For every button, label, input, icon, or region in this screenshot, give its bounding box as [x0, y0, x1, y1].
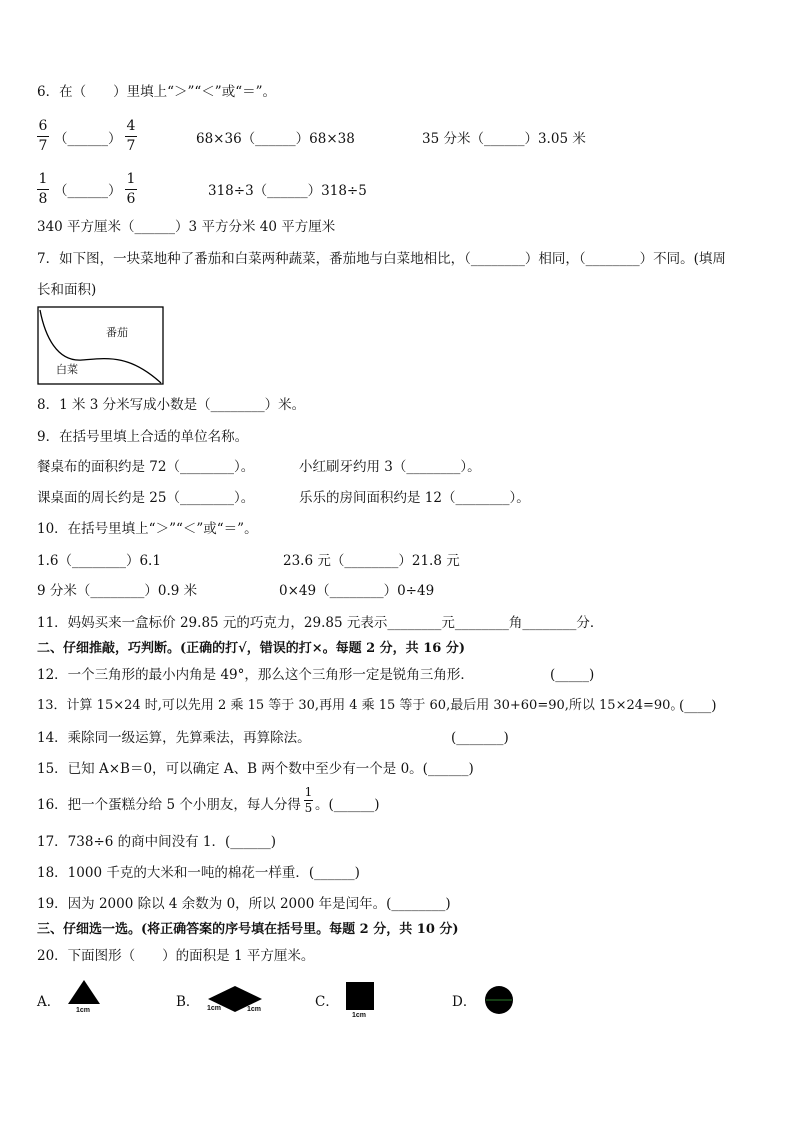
- fraction-bar: [37, 189, 49, 190]
- q20-title: 20．下面图形（ ）的面积是 1 平方厘米。: [37, 948, 315, 964]
- q9-item-a: 餐桌布的面积约是 72（________）。: [37, 459, 255, 475]
- fraction-numerator: 4: [126, 118, 136, 134]
- q7-line-1: 7．如下图，一块菜地种了番茄和白菜两种蔬菜，番茄地与白菜地相比，（________）相同，（________）不同。(填周: [37, 251, 726, 267]
- fraction-bar: [125, 189, 137, 190]
- fraction-numerator: 1: [304, 785, 313, 799]
- q13-text: 13．计算 15×24 时,可以先用 2 乘 15 等于 30,再用 4 乘 15 等于 60,最后用 30+60=90,所以 15×24=90。: [37, 698, 684, 713]
- q6-blank-1[interactable]: （______）: [54, 131, 122, 147]
- option-d-label[interactable]: D．: [452, 994, 477, 1010]
- circle-shape[interactable]: [484, 985, 514, 1015]
- fraction-denominator: 8: [38, 191, 48, 207]
- section-3-heading: 三、仔细选一选。(将正确答案的序号填在括号里。每题 2 分，共 10 分): [37, 922, 459, 937]
- fraction-4-7: [125, 118, 137, 155]
- fraction-1-8: [37, 171, 49, 208]
- option-c-unit-label: 1cm: [352, 1012, 367, 1019]
- q16-text-pre: 16．把一个蛋糕分给 5 个小朋友，每人分得: [37, 797, 301, 813]
- q19-text: 19．因为 2000 除以 4 余数为 0，所以 2000 年是闰年。(________): [37, 896, 451, 912]
- q15-text: 15．已知 A×B＝0，可以确定 A、B 两个数中至少有一个是 0。(______): [37, 761, 474, 777]
- q10-title: 10．在括号里填上“＞”“＜”或“＝”。: [37, 521, 258, 537]
- q8-text: 8．1 米 3 分米写成小数是（________）米。: [37, 397, 306, 413]
- q10-item-b: 23.6 元（________）21.8 元: [283, 553, 460, 569]
- fraction-numerator: 6: [38, 118, 48, 134]
- q10-item-c: 9 分米（________）0.9 米: [37, 583, 198, 599]
- q14-answer-blank[interactable]: (_______): [451, 730, 509, 746]
- q6-expr-5: 318÷3（______）318÷5: [208, 183, 367, 199]
- q10-item-a: 1.6（________）6.1: [37, 553, 161, 569]
- option-a-unit-label: 1cm: [76, 1007, 91, 1014]
- q14-text: 14．乘除同一级运算，先算乘法，再算除法。: [37, 730, 311, 746]
- option-a-label[interactable]: A．: [37, 994, 61, 1010]
- q13-answer-blank[interactable]: (____): [679, 698, 717, 714]
- label-cabbage: 白菜: [56, 363, 78, 376]
- fraction-denominator: 6: [126, 191, 136, 207]
- q6-expr-2: 68×36（______）68×38: [196, 131, 355, 147]
- triangle-shape[interactable]: [68, 980, 100, 1004]
- fraction-denominator: 7: [126, 138, 136, 154]
- fraction-1-5: [304, 786, 313, 815]
- fraction-numerator: 1: [38, 171, 48, 187]
- fraction-6-7: [37, 118, 49, 155]
- option-c-label[interactable]: C．: [315, 994, 339, 1010]
- q16-text-post: 。(______): [315, 797, 380, 813]
- q9-title: 9．在括号里填上合适的单位名称。: [37, 429, 249, 445]
- q6-title: 6．在（ ）里填上“＞”“＜”或“＝”。: [37, 84, 276, 100]
- q12-text: 12．一个三角形的最小内角是 49°，那么这个三角形一定是锐角三角形．: [37, 667, 474, 683]
- fraction-denominator: 5: [304, 801, 313, 815]
- fraction-denominator: 7: [38, 138, 48, 154]
- q9-item-d: 乐乐的房间面积约是 12（________）。: [299, 490, 530, 506]
- q18-text: 18．1000 千克的大米和一吨的棉花一样重．(______): [37, 865, 360, 881]
- q10-item-d: 0×49（________）0÷49: [279, 583, 435, 599]
- q9-item-b: 小红刷牙约用 3（________）。: [299, 459, 481, 475]
- q6-expr-6: 340 平方厘米（______）3 平方分米 40 平方厘米: [37, 219, 336, 235]
- q11-text: 11．妈妈买来一盒标价 29.85 元的巧克力，29.85 元表示________元________角________分．: [37, 615, 604, 631]
- fraction-bar: [125, 136, 137, 137]
- triangle-fill: [68, 980, 100, 1004]
- square-shape[interactable]: [346, 982, 374, 1010]
- option-b-unit-label-left: 1cm: [207, 1005, 222, 1012]
- option-b-unit-label-right: 1cm: [247, 1006, 262, 1013]
- q6-blank-4[interactable]: （______）: [54, 183, 122, 199]
- label-tomato: 番茄: [106, 326, 128, 339]
- q17-text: 17．738÷6 的商中间没有 1．(______): [37, 834, 277, 850]
- q9-item-c: 课桌面的周长约是 25（________）。: [37, 490, 255, 506]
- fraction-bar: [37, 136, 49, 137]
- fraction-numerator: 1: [126, 171, 136, 187]
- q6-expr-3: 35 分米（______）3.05 米: [422, 131, 586, 147]
- q12-answer-blank[interactable]: (_____): [550, 667, 595, 683]
- fraction-1-6: [125, 171, 137, 208]
- section-2-heading: 二、仔细推敲，巧判断。(正确的打√，错误的打×。每题 2 分，共 16 分): [37, 641, 465, 656]
- q7-line-2: 长和面积): [37, 282, 97, 298]
- option-b-label[interactable]: B．: [176, 994, 200, 1010]
